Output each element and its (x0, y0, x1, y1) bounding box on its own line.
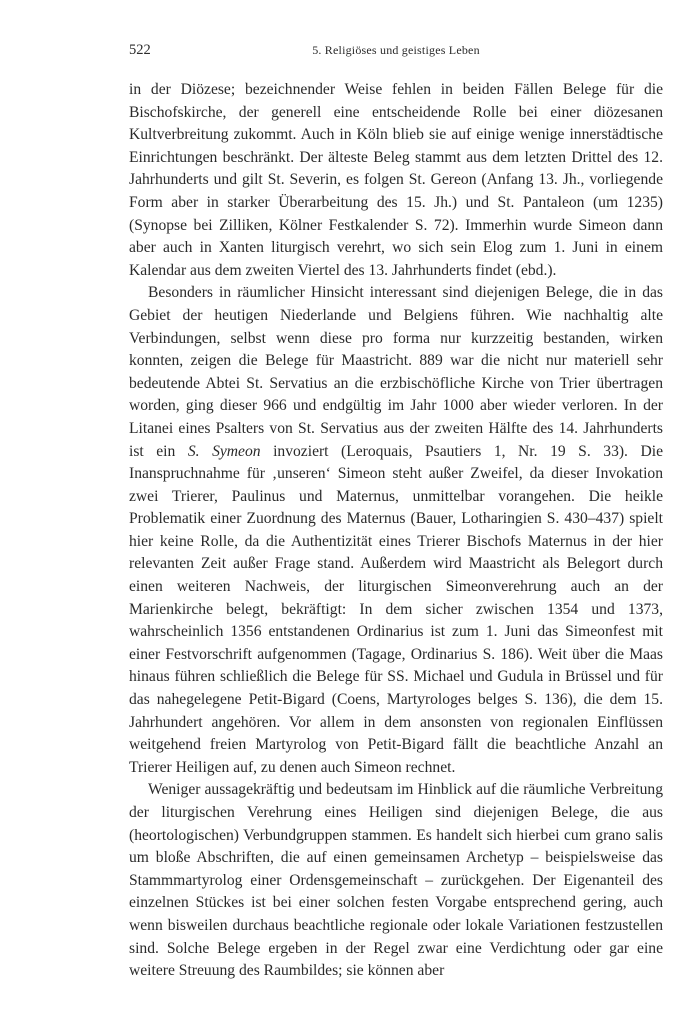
body-text (129, 79, 663, 983)
paragraph-2-text-part-2: invoziert (Leroquais, Psautiers 1, Nr. 19 S. 33). Die Inanspruchnahme für ‚unseren‘ Simeon steht außer Zweifel, da dieser Invokation zwei Trierer, Paulinus und Maternus, unmittelbar vorangehen. Die heikle Problematik einer Zuordnung des Maternus (Bauer, Lotharingien S. 430–437) spielt hier keine Rolle, da die Authentizität eines Trierer Bischofs Maternus in der hier relevanten Zeit außer Frage stand. Außerdem wird Maastricht als Belegort durch einen weiteren Nachweis, der liturgischen Simeonverehrung auch an der Marienkirche belegt, bekräftigt: In dem sicher zwischen 1354 und 1373, wahrscheinlich 1356 entstandenen Ordinarius ist zum 1. Juni das Simeonfest mit einer Festvorschrift aufgenommen (Tagage, Ordinarius S. 186). Weit über die Maas hinaus führen schließlich die Belege für SS. Michael und Gudula in Brüssel und für das nahegelegene Petit-Bigard (Coens, Martyrologes belges S. 136), die dem 15. Jahrhundert angehören. Vor allem in dem ansonsten von regionalen Einflüssen weitgehend freien Martyrolog von Petit-Bigard fällt die beachtliche Anzahl an Trierer Heiligen auf, zu denen auch Simeon rechnet. (129, 442, 663, 776)
paragraph-3-text: Weniger aussagekräftig und bedeutsam im Hinblick auf die räumliche Verbreitung der liturgischen Verehrung eines Heiligen sind diejenigen Belege, die aus (heortologischen) Verbundgruppen stammen. Es handelt sich hierbei cum grano salis um bloße Abschriften, die auf einen gemeinsamen Archetyp – beispielsweise das Stammmartyrolog einer Ordensgemeinschaft – zurückgehen. Der Eigenanteil des einzelnen Stückes ist bei einer solchen festen Vorgabe entsprechend gering, auch wenn bisweilen durchaus beachtliche regionale oder lokale Variationen festzustellen sind. Solche Belege ergeben in der Regel zwar eine Verdichtung oder gar eine weitere Streuung des Raumbildes; sie können aber (129, 781, 663, 980)
running-head: 5. Religiöses und geistiges Leben (312, 43, 480, 57)
paragraph-2 (129, 282, 663, 779)
page-number: 522 (129, 42, 151, 58)
paragraph-1 (129, 79, 663, 282)
italic-saint-name: S. Symeon (187, 442, 261, 460)
paragraph-1-text: in der Diözese; bezeichnender Weise fehlen in beiden Fällen Belege für die Bischofskirche, der generell eine entscheidende Rolle bei einer diözesanen Kultverbreitung zukommt. Auch in Köln blieb sie auf einige wenige innerstädtische Einrichtungen beschränkt. Der älteste Beleg stammt aus dem letzten Drittel des 12. Jahrhunderts und gilt St. Severin, es folgen St. Gereon (Anfang 13. Jh., vorliegende Form aber in starker Überarbeitung des 15. Jh.) und St. Pantaleon (um 1235) (Synopse bei Zilliken, Kölner Festkalender S. 72). Immerhin wurde Simeon dann aber auch in Xanten liturgisch verehrt, wo sich sein Elog zum 1. Juni in einem Kalendar aus dem zweiten Viertel des 13. Jahrhunderts findet (ebd.). (129, 81, 663, 279)
page-header (129, 42, 663, 62)
paragraph-3 (129, 779, 663, 982)
paragraph-2-text-part-1: Besonders in räumlicher Hinsicht interessant sind diejenigen Belege, die in das Gebiet der heutigen Niederlande und Belgiens führen. Wie nachhaltig alte Verbindungen, selbst wenn diese pro forma nur kurzzeitig bestanden, wirken konnten, zeigen die Belege für Maastricht. 889 war die nicht nur materiell sehr bedeutende Abtei St. Servatius an die erzbischöfliche Kirche von Trier übertragen worden, ging dieser 966 und endgültig im Jahr 1000 aber wieder verloren. In der Litanei eines Psalters von St. Servatius aus der zweiten Hälfte des 14. Jahrhunderts ist ein (129, 284, 663, 460)
